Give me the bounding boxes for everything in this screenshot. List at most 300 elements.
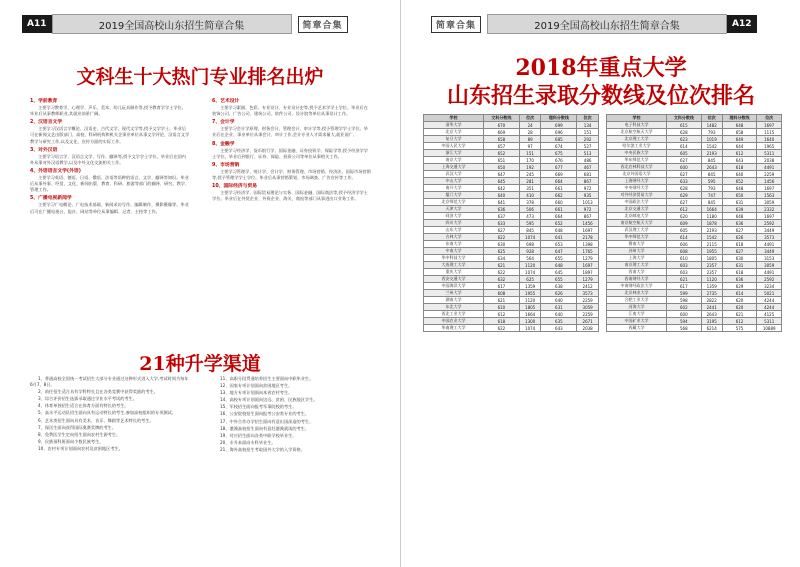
section-heading: 8、金融学 bbox=[212, 141, 235, 147]
table-cell: 627 bbox=[484, 227, 520, 234]
table-cell: 647 bbox=[541, 248, 577, 255]
table-cell: 669 bbox=[484, 129, 520, 136]
table-cell: 575 bbox=[722, 325, 757, 332]
table-row bbox=[424, 255, 599, 262]
table-cell: 658 bbox=[484, 136, 520, 143]
table-cell: 605 bbox=[667, 150, 702, 157]
header-tag: 简章合集 bbox=[298, 16, 348, 33]
table-cell: 中南财经政法大学 bbox=[607, 283, 667, 290]
table-cell: 635 bbox=[541, 318, 577, 325]
table-cell: 1542 bbox=[701, 143, 722, 150]
table-cell: 2038 bbox=[577, 325, 599, 332]
table-row bbox=[424, 213, 599, 220]
table-cell: 1074 bbox=[519, 325, 541, 332]
table-cell: 1955 bbox=[701, 248, 722, 255]
table-cell: 重庆大学 bbox=[424, 269, 484, 276]
table-cell: 615 bbox=[667, 122, 702, 129]
table-cell: 东南大学 bbox=[424, 241, 484, 248]
table-cell: 793 bbox=[701, 129, 722, 136]
header-title: 2019全国高校山东招生简章合集 bbox=[487, 14, 727, 34]
table-cell: 618 bbox=[722, 164, 757, 171]
table-cell: 华中科技大学 bbox=[424, 255, 484, 262]
table-cell: 2412 bbox=[577, 283, 599, 290]
table-row bbox=[424, 283, 599, 290]
table-cell: 670 bbox=[484, 122, 520, 129]
table-cell: 3449 bbox=[757, 248, 782, 255]
table-cell: 山东大学 bbox=[424, 227, 484, 234]
table-cell: 2332 bbox=[757, 206, 782, 213]
table-cell: 612 bbox=[722, 318, 757, 325]
article-title-majors: 文科生十大热门专业排名出炉 bbox=[76, 66, 324, 88]
channel-item: 20、专升本面向专科毕业生。 bbox=[220, 439, 276, 445]
channel-item: 16、公安院校招生面向报考公安类专业的考生。 bbox=[220, 411, 310, 417]
table-cell: 622 bbox=[484, 325, 520, 332]
table-cell: 625 bbox=[484, 248, 520, 255]
table-cell: 627 bbox=[667, 199, 702, 206]
table-cell: 北京航空航天大学 bbox=[607, 129, 667, 136]
table-cell: 643 bbox=[541, 325, 577, 332]
table-cell: 3059 bbox=[757, 262, 782, 269]
table-row bbox=[607, 122, 782, 129]
table-cell: 612 bbox=[667, 206, 702, 213]
table-cell: 699 bbox=[541, 122, 577, 129]
table-cell: 640 bbox=[484, 192, 520, 199]
table-cell: 698 bbox=[519, 241, 541, 248]
section-heading: 2、汉语言文学 bbox=[30, 120, 63, 126]
right-header bbox=[425, 14, 757, 34]
table-cell: 602 bbox=[667, 304, 702, 311]
table-cell: 972 bbox=[577, 185, 599, 192]
table-cell: 513 bbox=[577, 150, 599, 157]
channel-item: 5、高水平运动队招生面向具有运动特长的考生,参加高校组织的专项测试。 bbox=[38, 410, 176, 416]
table-cell: 626 bbox=[541, 290, 577, 297]
section-text: 主要学习管理学、统计学、会计学、财务管理、市场营销、经济法、国际市场营销等,授予管理学学士学位。毕业后从事营销策划、市场调查、广告宣传等工作。 bbox=[212, 168, 371, 181]
table-cell: 中南大学 bbox=[424, 248, 484, 255]
section-heading: 6、艺术设计 bbox=[212, 99, 240, 104]
table-row bbox=[607, 283, 782, 290]
rank-table-left bbox=[423, 114, 599, 332]
table-cell: 1765 bbox=[577, 248, 599, 255]
table-cell: 617 bbox=[484, 283, 520, 290]
table-cell: 292 bbox=[577, 136, 599, 143]
table-row bbox=[424, 157, 599, 164]
table-cell: 3059 bbox=[757, 199, 782, 206]
column-header: 文科分数线 bbox=[667, 115, 702, 122]
table-cell: 486 bbox=[577, 157, 599, 164]
table-cell: 645 bbox=[541, 269, 577, 276]
table-cell: 627 bbox=[722, 248, 757, 255]
table-cell: 2193 bbox=[701, 227, 722, 234]
table-row bbox=[424, 122, 599, 129]
left-header bbox=[22, 14, 354, 34]
table-cell: 618 bbox=[722, 269, 757, 276]
table-cell: 845 bbox=[701, 171, 722, 178]
table-row bbox=[607, 213, 782, 220]
table-cell: 中国农业大学 bbox=[424, 318, 484, 325]
table-cell: 1180 bbox=[701, 213, 722, 220]
table-cell: 644 bbox=[722, 143, 757, 150]
table-cell: 1013 bbox=[577, 199, 599, 206]
header-title: 2019全国高校山东招生简章合集 bbox=[52, 14, 292, 34]
table-cell: 625 bbox=[519, 276, 541, 283]
table-cell: 677 bbox=[541, 164, 577, 171]
table-cell: 622 bbox=[484, 234, 520, 241]
table-row bbox=[607, 311, 782, 318]
table-cell: 4244 bbox=[757, 297, 782, 304]
table-cell: 610 bbox=[484, 304, 520, 311]
channel-item: 6、艺术类招生面向具有美术、音乐、舞蹈等艺术特长的考生。 bbox=[38, 417, 154, 423]
table-row bbox=[607, 234, 782, 241]
table-row bbox=[424, 206, 599, 213]
table-cell: 1697 bbox=[577, 227, 599, 234]
table-cell: 2441 bbox=[701, 304, 722, 311]
table-cell: 1359 bbox=[701, 283, 722, 290]
table-cell: 631 bbox=[541, 304, 577, 311]
section-text: 主要学习经济学、货币银行学、国际金融、证券投资学、保险学等,授予经济学学士学位。毕业后到银行、证券、保险、投资公司等单位从事相关工作。 bbox=[212, 147, 368, 159]
table-row bbox=[424, 318, 599, 325]
section-text: 主要学习素描、色彩、专业设计、专业设计史等,授予艺术学学士学位。毕业后在装饰公司、广告公司、建筑公司、软件公司、设计院等单位从事设计工作。 bbox=[212, 105, 368, 117]
table-cell: 2671 bbox=[577, 318, 599, 325]
table-cell: 648 bbox=[541, 227, 577, 234]
column-header: 学校 bbox=[424, 115, 484, 122]
table-cell: 640 bbox=[541, 297, 577, 304]
table-cell: 661 bbox=[541, 185, 577, 192]
table-cell: 暨南大学 bbox=[607, 241, 667, 248]
table-row bbox=[607, 248, 782, 255]
table-cell: 1697 bbox=[577, 262, 599, 269]
table-cell: 28 bbox=[519, 129, 541, 136]
table-cell: 西南大学 bbox=[607, 269, 667, 276]
table-cell: 636 bbox=[484, 206, 520, 213]
table-cell: 660 bbox=[541, 199, 577, 206]
table-cell: 2592 bbox=[757, 276, 782, 283]
table-cell: 5021 bbox=[757, 290, 782, 297]
table-row bbox=[607, 241, 782, 248]
table-cell: 628 bbox=[667, 185, 702, 192]
table-cell: 1279 bbox=[577, 276, 599, 283]
table-cell: 江南大学 bbox=[607, 311, 667, 318]
table-cell: 628 bbox=[667, 129, 702, 136]
table-cell: 1120 bbox=[519, 262, 541, 269]
table-cell: 同济大学 bbox=[424, 213, 484, 220]
table-cell: 河海大学 bbox=[607, 304, 667, 311]
table-row bbox=[424, 192, 599, 199]
table-cell: 湖南大学 bbox=[424, 297, 484, 304]
column-header: 理科分数线 bbox=[541, 115, 577, 122]
table-row bbox=[607, 178, 782, 185]
table-cell: 97 bbox=[519, 143, 541, 150]
table-row bbox=[424, 234, 599, 241]
table-cell: 681 bbox=[577, 171, 599, 178]
table-cell: 2357 bbox=[701, 269, 722, 276]
majors-column-2 bbox=[212, 96, 372, 203]
table-cell: 633 bbox=[667, 178, 702, 185]
column-header: 学校 bbox=[607, 115, 667, 122]
table-row bbox=[607, 171, 782, 178]
article-title-rankings bbox=[421, 54, 781, 110]
table-cell: 3153 bbox=[757, 255, 782, 262]
column-header: 位次 bbox=[577, 115, 599, 122]
table-cell: 669 bbox=[541, 171, 577, 178]
table-cell: 北京交通大学 bbox=[607, 206, 667, 213]
table-cell: 600 bbox=[667, 164, 702, 171]
table-cell: 651 bbox=[484, 157, 520, 164]
table-cell: 6214 bbox=[701, 325, 722, 332]
channel-item: 18、港澳高校招生面向有意赴港澳就读的考生。 bbox=[220, 425, 310, 431]
channel-item: 17、中外合作办学招生面向有意出国深造的考生。 bbox=[220, 418, 314, 424]
table-cell: 603 bbox=[667, 262, 702, 269]
channel-item: 19、对应招生面向各类中职学校毕业生。 bbox=[220, 432, 297, 438]
channel-item: 15、军校招生面向报考军事院校的考生。 bbox=[220, 404, 297, 410]
table-cell: 华南理工大学 bbox=[424, 325, 484, 332]
table-header-row bbox=[607, 115, 782, 122]
table-cell: 北京林业大学 bbox=[607, 290, 667, 297]
table-row bbox=[607, 255, 782, 262]
channel-item: 13、地方专项计划面向本省农村考生。 bbox=[220, 390, 293, 396]
table-row bbox=[424, 185, 599, 192]
channel-item: 9、民族预科班面向少数民族考生。 bbox=[38, 438, 104, 444]
table-cell: 664 bbox=[541, 213, 577, 220]
table-cell: 134 bbox=[577, 122, 599, 129]
table-cell: 629 bbox=[667, 192, 702, 199]
table-cell: 614 bbox=[667, 234, 702, 241]
section-heading: 10、国际经济与贸易 bbox=[212, 184, 258, 190]
table-row bbox=[607, 164, 782, 171]
table-cell: 622 bbox=[484, 269, 520, 276]
table-cell: 1965 bbox=[757, 143, 782, 150]
table-cell: 2259 bbox=[757, 171, 782, 178]
table-cell: 2193 bbox=[701, 150, 722, 157]
table-row bbox=[424, 150, 599, 157]
table-cell: 3449 bbox=[757, 227, 782, 234]
table-cell: 527 bbox=[577, 143, 599, 150]
table-cell: 568 bbox=[667, 325, 702, 332]
table-cell: 1074 bbox=[519, 234, 541, 241]
table-cell: 564 bbox=[519, 255, 541, 262]
table-cell: 623 bbox=[667, 136, 702, 143]
table-cell: 648 bbox=[541, 262, 577, 269]
table-cell: 599 bbox=[667, 290, 702, 297]
channel-item: 7、保送生面向获得国际奥赛奖牌的考生。 bbox=[38, 424, 117, 430]
column-header: 位次 bbox=[757, 115, 782, 122]
channel-item: 2、前往招生适合具有学科特长且在各类竞赛中获得奖励的考生。 bbox=[38, 389, 158, 395]
table-cell: 595 bbox=[519, 220, 541, 227]
table-cell: 675 bbox=[541, 150, 577, 157]
table-cell: 89 bbox=[519, 136, 541, 143]
table-row bbox=[607, 136, 782, 143]
table-cell: 1542 bbox=[701, 234, 722, 241]
table-cell: 1697 bbox=[757, 122, 782, 129]
section-text: 主要学习英语、德语、日语、俄语、法语等语种的语言、文学、翻译等知识。毕业后从事外事、经贸、文化、新闻出版、教育、科研、旅游等部门的翻译、研究、教学、管理工作。 bbox=[30, 175, 190, 193]
table-row bbox=[424, 129, 599, 136]
table-cell: 639 bbox=[722, 206, 757, 213]
table-cell: 东北大学 bbox=[424, 304, 484, 311]
table-cell: 4491 bbox=[757, 164, 782, 171]
table-cell: 647 bbox=[484, 171, 520, 178]
table-cell: 1398 bbox=[577, 241, 599, 248]
section-text: 主要学习广电概论、广电技术基础、新闻采访写作、编辑制作、摄影摄像等。毕业后可在广播电视台、报社、网站等单位从事编辑、记者、主持等工作。 bbox=[30, 202, 189, 214]
table-row bbox=[607, 325, 782, 332]
table-cell: 867 bbox=[577, 213, 599, 220]
table-row bbox=[607, 304, 782, 311]
table-cell: 1697 bbox=[757, 213, 782, 220]
table-cell: 中国海洋大学 bbox=[424, 283, 484, 290]
table-cell: 1664 bbox=[701, 206, 722, 213]
table-cell: 3195 bbox=[701, 318, 722, 325]
table-row bbox=[607, 269, 782, 276]
table-cell: 华东师范大学 bbox=[607, 157, 667, 164]
table-row bbox=[424, 227, 599, 234]
table-cell: 1120 bbox=[519, 297, 541, 304]
table-row bbox=[607, 150, 782, 157]
channel-item: 1、普通高校全国统一考试招生大部分专业通过这种形式进入大学,考试时间为每年6月7、8日。 bbox=[30, 376, 189, 388]
table-row bbox=[607, 220, 782, 227]
table-cell: 653 bbox=[541, 241, 577, 248]
channels-column-1 bbox=[30, 376, 190, 453]
table-row bbox=[607, 290, 782, 297]
table-cell: 378 bbox=[519, 199, 541, 206]
table-cell: 南京大学 bbox=[424, 157, 484, 164]
table-cell: 清华大学 bbox=[424, 122, 484, 129]
table-cell: 621 bbox=[722, 311, 757, 318]
table-cell: 467 bbox=[577, 164, 599, 171]
section-heading: 4、外语语言文学(外语) bbox=[30, 168, 81, 174]
table-cell: 630 bbox=[722, 255, 757, 262]
table-cell: 1115 bbox=[757, 129, 782, 136]
channel-item: 3、综合评价招生选拔录取通过学业水平考试的考生。 bbox=[38, 396, 137, 402]
table-row bbox=[424, 143, 599, 150]
table-cell: 南京理工大学 bbox=[607, 262, 667, 269]
table-cell: 636 bbox=[722, 220, 757, 227]
table-cell: 10889 bbox=[757, 325, 782, 332]
table-row bbox=[424, 220, 599, 227]
table-cell: 4491 bbox=[757, 241, 782, 248]
table-cell: 2592 bbox=[757, 220, 782, 227]
column-header: 理科分数线 bbox=[722, 115, 757, 122]
table-row bbox=[607, 206, 782, 213]
section-text: 主要学习汉语言学概论、汉语史、古代文学、现代文学等,授予文学学士。毕业后可在新闻文艺出版部门、高校、科研机构和机关企事业单位从事文学评论、汉语言文学教学与研究工作,以及文化、宣传方面的实际工作。 bbox=[30, 126, 190, 144]
table-cell: 652 bbox=[722, 178, 757, 185]
table-cell: 634 bbox=[484, 255, 520, 262]
table-cell: 606 bbox=[667, 241, 702, 248]
table-cell: 612 bbox=[722, 150, 757, 157]
table-cell: 506 bbox=[519, 206, 541, 213]
table-cell: 1120 bbox=[701, 276, 722, 283]
table-cell: 四川大学 bbox=[424, 220, 484, 227]
table-cell: 648 bbox=[722, 122, 757, 129]
table-cell: 594 bbox=[667, 318, 702, 325]
table-cell: 629 bbox=[722, 283, 757, 290]
table-row bbox=[424, 171, 599, 178]
table-cell: 793 bbox=[701, 185, 722, 192]
table-cell: 845 bbox=[701, 199, 722, 206]
table-row bbox=[424, 269, 599, 276]
table-cell: 1664 bbox=[519, 311, 541, 318]
channel-item: 14、高校专项计划面向边远、贫困、民族地区学生。 bbox=[220, 397, 318, 403]
table-row bbox=[424, 304, 599, 311]
table-cell: 281 bbox=[519, 178, 541, 185]
table-cell: 4244 bbox=[757, 304, 782, 311]
table-row bbox=[607, 276, 782, 283]
table-cell: 621 bbox=[484, 297, 520, 304]
table-row bbox=[424, 262, 599, 269]
table-cell: 1897 bbox=[577, 269, 599, 276]
table-cell: 648 bbox=[722, 213, 757, 220]
table-cell: 1359 bbox=[519, 283, 541, 290]
table-cell: 2259 bbox=[577, 297, 599, 304]
table-cell: 复旦大学 bbox=[424, 136, 484, 143]
table-cell: 631 bbox=[722, 262, 757, 269]
table-cell: 618 bbox=[722, 241, 757, 248]
table-row bbox=[607, 227, 782, 234]
table-row bbox=[607, 143, 782, 150]
table-cell: 5311 bbox=[757, 318, 782, 325]
table-cell: 中央财经大学 bbox=[607, 185, 667, 192]
table-cell: 620 bbox=[722, 304, 757, 311]
table-cell: 643 bbox=[722, 157, 757, 164]
table-cell: 845 bbox=[701, 157, 722, 164]
table-cell: 655 bbox=[541, 255, 577, 262]
channel-item: 10、农村专项计划面向农村及贫困地区考生。 bbox=[38, 445, 123, 451]
table-cell: 928 bbox=[519, 248, 541, 255]
table-cell: 苏州大学 bbox=[607, 248, 667, 255]
channel-item: 11、高职分段贯通培养招生主要面向中职毕业生。 bbox=[220, 376, 314, 381]
table-cell: 1640 bbox=[757, 136, 782, 143]
table-cell: 2259 bbox=[577, 311, 599, 318]
table-cell: 中国矿业大学 bbox=[607, 318, 667, 325]
table-cell: 627 bbox=[667, 171, 702, 178]
table-cell: 1482 bbox=[701, 122, 722, 129]
table-cell: 3573 bbox=[757, 234, 782, 241]
section-heading: 3、对外汉语 bbox=[30, 147, 58, 153]
table-cell: 1300 bbox=[519, 318, 541, 325]
table-cell: 1456 bbox=[757, 178, 782, 185]
table-cell: 厦门大学 bbox=[424, 192, 484, 199]
table-cell: 473 bbox=[519, 213, 541, 220]
channel-item: 8、免费医学生定向招生面向农村生源考生。 bbox=[38, 431, 121, 437]
table-cell: 151 bbox=[519, 150, 541, 157]
table-cell: 609 bbox=[667, 220, 702, 227]
section-heading: 7、会计学 bbox=[212, 120, 235, 126]
table-cell: 2115 bbox=[701, 241, 722, 248]
table-row bbox=[607, 185, 782, 192]
table-cell: 595 bbox=[701, 178, 722, 185]
table-cell: 618 bbox=[484, 318, 520, 325]
table-row bbox=[607, 297, 782, 304]
table-cell: 664 bbox=[541, 178, 577, 185]
table-row bbox=[424, 178, 599, 185]
table-cell: 650 bbox=[722, 192, 757, 199]
table-row bbox=[424, 164, 599, 171]
section-heading: 1、学前教育 bbox=[30, 99, 58, 104]
channel-item: 12、国家专项计划面向贫困地区考生。 bbox=[220, 383, 293, 389]
table-cell: 935 bbox=[577, 192, 599, 199]
right-page bbox=[400, 0, 800, 567]
table-cell: 2822 bbox=[701, 297, 722, 304]
table-cell: 652 bbox=[541, 220, 577, 227]
table-cell: 2735 bbox=[701, 290, 722, 297]
table-cell: 351 bbox=[519, 185, 541, 192]
table-cell: 617 bbox=[667, 283, 702, 290]
table-cell: 兰州大学 bbox=[424, 290, 484, 297]
table-row bbox=[424, 311, 599, 318]
table-cell: 2178 bbox=[577, 234, 599, 241]
table-cell: 西藏大学 bbox=[607, 325, 667, 332]
table-cell: 武汉大学 bbox=[424, 171, 484, 178]
article-title-channels: 21种升学渠道 bbox=[139, 353, 261, 375]
table-cell: 685 bbox=[541, 136, 577, 143]
column-header: 文科分数线 bbox=[484, 115, 520, 122]
